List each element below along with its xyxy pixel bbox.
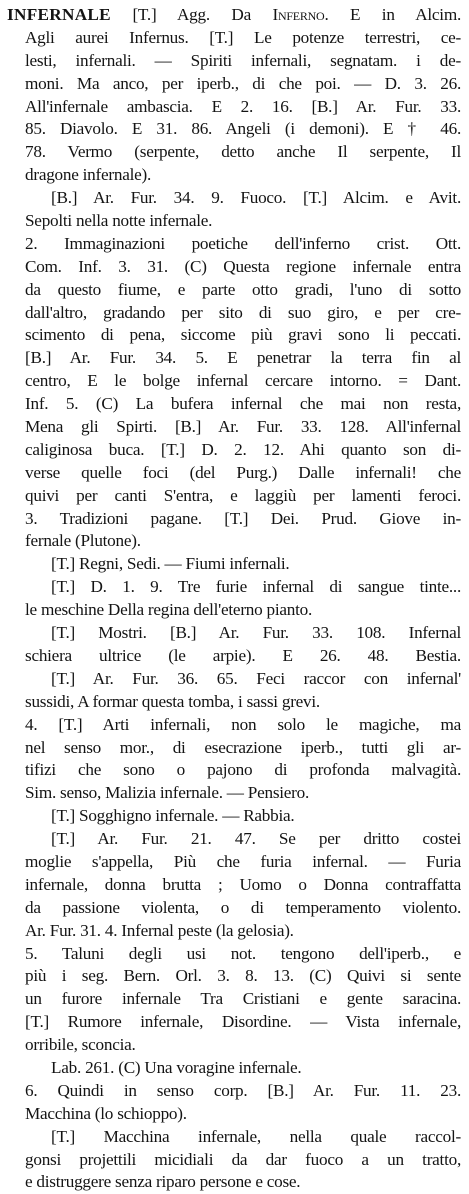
text-segment: fernale (: [25, 531, 81, 551]
text-segment: Sepolti nella notte infernale.: [25, 211, 213, 231]
text-segment: 5. (: [48, 394, 102, 414]
text-segment: [B.]: [25, 348, 70, 368]
text-segment: Alcim. e Avit.: [342, 188, 461, 208]
text-segment: C: [123, 1057, 135, 1077]
text-segment: 31. 86. Angeli (: [142, 119, 291, 139]
text-line: [7, 256, 461, 279]
text-segment: ).: [359, 119, 383, 139]
text-line: [7, 668, 461, 691]
text-segment: non solo le magiche, ma: [231, 714, 461, 734]
text-segment: Ar. Fur.: [312, 1080, 380, 1100]
text-segment: ) Questa regione infernale entra: [201, 256, 461, 276]
text-segment: lo schioppo: [100, 1103, 178, 1123]
text-line: [7, 988, 461, 1011]
text-segment: C: [101, 394, 113, 414]
text-segment: Ar. Fur.: [69, 348, 136, 368]
text-segment: ).: [245, 645, 283, 665]
text-segment: 6.: [25, 1080, 58, 1100]
text-segment: la gelosia: [221, 920, 285, 940]
text-line: [7, 96, 461, 119]
text-segment: orribile, sconcia.: [25, 1035, 136, 1055]
text-segment: Taluni degli usi not. tengono dell'iperb.: [61, 943, 425, 963]
text-segment: Mena gli Spirti. [B.]: [25, 417, 219, 437]
sense-3-heading: [7, 508, 461, 531]
text-segment: lesti, infernali. — Spiriti infernali,: [25, 50, 331, 70]
text-segment: Il serpente, Il: [315, 142, 461, 162]
text-segment: [T.] Macchina infernale,: [51, 1126, 290, 1146]
text-line: [7, 4, 461, 27]
text-segment: [T.] Rumore infernale, Disordine. — Vista infernale,: [25, 1012, 461, 1032]
text-segment: schiera ultrice (: [25, 645, 174, 665]
text-segment: .: [324, 5, 351, 24]
text-segment: 33. 128. All'infernal: [282, 417, 461, 437]
text-segment: Agli aurei: [25, 27, 109, 47]
text-segment: ) La bufera infernal che mai non resta,: [112, 394, 461, 414]
text-segment: E in Alcim.: [350, 5, 461, 24]
text-segment: gonsi projettili micidiali da dar fuoco a un tratto,: [25, 1149, 461, 1169]
text-segment: C: [314, 966, 327, 986]
text-line: [7, 759, 461, 782]
text-segment: Macchina (: [25, 1103, 101, 1123]
text-segment: caliginosa buca. [T.]: [25, 439, 202, 459]
text-segment: moglie s'appella, Più che furia infernal. — Furia: [25, 851, 461, 871]
text-line: [7, 485, 461, 508]
text-line: [7, 599, 461, 622]
text-segment: Malizia infernale. — Pensiero.: [101, 783, 310, 803]
text-line: [7, 920, 461, 943]
text-segment: ) Quivi si sente: [326, 966, 461, 986]
text-segment: 2.: [25, 233, 65, 253]
text-line: [7, 324, 461, 347]
text-segment: Quindi in senso corp.: [57, 1080, 248, 1100]
text-line: [7, 187, 461, 210]
text-segment: 34. 9. Fuoco. [T.]: [156, 188, 343, 208]
text-segment: del Purg.: [195, 462, 272, 482]
text-segment: 4. [T.] Arti infernali,: [25, 714, 232, 734]
text-line: [7, 1126, 461, 1149]
text-segment: Ar. Fur.: [218, 417, 283, 437]
text-line: [7, 897, 461, 920]
text-segment: 2. 16. [B.]: [221, 96, 356, 116]
text-segment: Immaginazioni poetiche dell'inferno crist. Ott.: [64, 233, 461, 253]
text-segment: —: [340, 73, 385, 93]
text-segment: 3. 26.: [400, 73, 461, 93]
text-line: [7, 645, 461, 668]
text-segment: Inf.: [25, 394, 49, 414]
text-line: [7, 370, 461, 393]
text-line: [7, 462, 461, 485]
text-segment: Plutone: [80, 531, 132, 551]
text-line: [7, 164, 461, 187]
text-segment: quivi per canti S'entra, e laggiù per lamenti feroci.: [25, 485, 461, 505]
text-segment: [T.]: [110, 5, 177, 24]
text-segment: 21. 47. Se per dritto costei: [167, 829, 461, 849]
text-segment: [T.]: [51, 829, 98, 849]
text-segment: 26. 48. Bestia.: [292, 645, 461, 665]
text-segment: D.: [384, 73, 401, 93]
text-segment: moni. Ma anco, per iperb., di che poi.: [25, 73, 341, 93]
text-segment: 3. 8. 13. (: [201, 966, 315, 986]
text-segment: ).: [177, 1103, 187, 1123]
text-segment: un furore infernale Tra Cristiani e gente saracina.: [25, 989, 461, 1009]
text-segment: 36. 65. Feci raccor con infernal': [158, 668, 461, 688]
text-segment: Inferno: [272, 5, 325, 24]
text-line: [7, 1057, 461, 1080]
text-segment: serpente, detto anche: [139, 142, 316, 162]
text-segment: più i seg. Bern. Orl.: [25, 966, 202, 986]
text-line: [7, 576, 461, 599]
text-line: [7, 416, 461, 439]
text-line: [7, 393, 461, 416]
text-segment: tifizi che sono o pajono di profonda malvagità.: [25, 760, 461, 780]
text-segment: Com. Inf.: [25, 256, 102, 276]
text-segment: Lab.: [51, 1057, 82, 1077]
text-segment: scimento di pena, siccome più gravi sono li peccati.: [25, 325, 461, 345]
text-segment: [251, 5, 273, 24]
text-segment: Ar. Fur.: [92, 668, 159, 688]
text-line: [7, 73, 461, 96]
text-segment: [T.]: [51, 668, 93, 688]
text-segment: nel senso mor., di esecrazione iperb., tutti gli ar-: [25, 737, 461, 757]
text-line: [7, 27, 461, 50]
text-line: [7, 553, 461, 576]
text-segment: 261. (: [81, 1057, 124, 1077]
text-segment: Ar. Fur.: [25, 920, 77, 940]
text-segment: E: [211, 96, 222, 116]
text-line: [7, 141, 461, 164]
text-line: [7, 530, 461, 553]
text-segment: 1. 9. Tre furie infernal di sangue tinte...: [106, 577, 461, 597]
text-line: [7, 965, 461, 988]
text-line: [7, 828, 461, 851]
text-line: [7, 737, 461, 760]
text-segment: Ar. Fur.: [355, 96, 422, 116]
text-segment: i demoni: [290, 119, 360, 139]
text-line: [7, 50, 461, 73]
text-segment: E: [282, 645, 293, 665]
text-segment: verse quelle foci (: [25, 462, 196, 482]
text-segment: [T.] Dei.: [201, 508, 322, 528]
text-segment: All'infernale ambascia.: [25, 96, 212, 116]
text-segment: 3. 31. (: [101, 256, 191, 276]
entry-infernale: [7, 4, 461, 1194]
text-segment: Dant.: [424, 371, 461, 391]
text-segment: 11. 23.: [379, 1080, 461, 1100]
text-segment: 2. 12. Ahi quanto son di-: [217, 439, 461, 459]
text-line: [7, 1011, 461, 1034]
text-segment: [T.] Regni, Sedi. — Fiumi infernali.: [51, 554, 290, 574]
text-segment: [B.]: [51, 188, 94, 208]
text-segment: sussidi, A formar questa tomba, i sassi grevi.: [25, 691, 320, 711]
text-segment: D.: [201, 439, 218, 459]
text-segment: Giove in-: [356, 508, 461, 528]
text-segment: e distruggere senza riparo persone e cose.: [25, 1172, 301, 1192]
text-line: [7, 874, 461, 897]
text-segment: 5.: [25, 943, 62, 963]
text-segment: le meschine Della regina dell'eterno pianto.: [25, 600, 313, 620]
text-segment: 85. Diavolo.: [25, 119, 132, 139]
text-segment: da questo fiume, e parte otto gradi, l'uno di sotto: [25, 279, 461, 299]
text-segment: 33. 108. Infernal: [288, 623, 461, 643]
text-segment: centro, E le bolge infernal cercare intorno. =: [25, 371, 425, 391]
text-segment: 33.: [421, 96, 461, 116]
text-segment: [T.]: [51, 577, 91, 597]
text-segment: Sim. senso,: [25, 783, 102, 803]
sense-4-heading: [7, 714, 461, 737]
text-line: [7, 1103, 461, 1126]
text-line: [7, 805, 461, 828]
text-segment: segnatam. i de-: [330, 50, 461, 70]
text-segment: dall'altro, gradando per sito di suo giro, e per cre-: [25, 302, 461, 322]
text-segment: E: [382, 119, 394, 139]
text-segment: ) Dalle infernali! che: [271, 462, 461, 482]
text-segment: C: [190, 256, 202, 276]
sense-5-heading: [7, 943, 461, 966]
text-segment: ).: [131, 531, 141, 551]
text-segment: Agg. Da: [177, 5, 251, 24]
text-line: [7, 302, 461, 325]
text-line: [7, 210, 461, 233]
text-line: [7, 1149, 461, 1172]
text-segment: Ar. Fur.: [97, 829, 168, 849]
text-segment: 31. 4. Infernal peste (: [76, 920, 222, 940]
text-segment: † 46.: [393, 119, 461, 139]
text-segment: dragone infernale).: [25, 165, 151, 185]
text-segment: ).: [284, 920, 294, 940]
text-segment: 78. Vermo (: [25, 142, 140, 162]
text-line: [7, 622, 461, 645]
text-segment: infernale,: [25, 874, 105, 894]
text-segment: , e: [424, 943, 461, 963]
text-line: [7, 1171, 461, 1194]
text-segment: E: [131, 119, 143, 139]
text-segment: da passione violenta, o di temperamento violento.: [25, 897, 461, 917]
text-segment: Ar. Fur.: [218, 623, 289, 643]
text-segment: donna brutta ; Uomo o Donna contraffatta: [104, 874, 461, 894]
text-segment: [B.]: [247, 1080, 313, 1100]
text-segment: nella quale raccol-: [289, 1126, 461, 1146]
text-line: [7, 118, 461, 141]
text-segment: ) Una voragine infernale.: [134, 1057, 302, 1077]
text-line: [7, 347, 461, 370]
text-segment: Ar. Fur.: [93, 188, 157, 208]
text-segment: D.: [90, 577, 107, 597]
text-line: [7, 279, 461, 302]
sense-2-heading: [7, 233, 461, 256]
text-segment: 34. 5. E penetrar la terra fin al: [135, 348, 461, 368]
text-segment: Prud.: [321, 508, 357, 528]
text-segment: [T.] Sogghigno infernale. — Rabbia.: [51, 806, 295, 826]
text-segment: Infernus. [T.] Le potenze terrestri, ce-: [108, 27, 461, 47]
text-segment: le arpie: [173, 645, 246, 665]
text-segment: Tradizioni pagane.: [59, 508, 202, 528]
text-line: [7, 691, 461, 714]
text-segment: [T.] Mostri. [B.]: [51, 623, 219, 643]
headword: INFERNALE: [7, 5, 111, 24]
text-line: [7, 1034, 461, 1057]
text-line: [7, 851, 461, 874]
sense-6-heading: [7, 1080, 461, 1103]
text-segment: 3.: [25, 508, 60, 528]
text-line: [7, 439, 461, 462]
text-line: [7, 782, 461, 805]
